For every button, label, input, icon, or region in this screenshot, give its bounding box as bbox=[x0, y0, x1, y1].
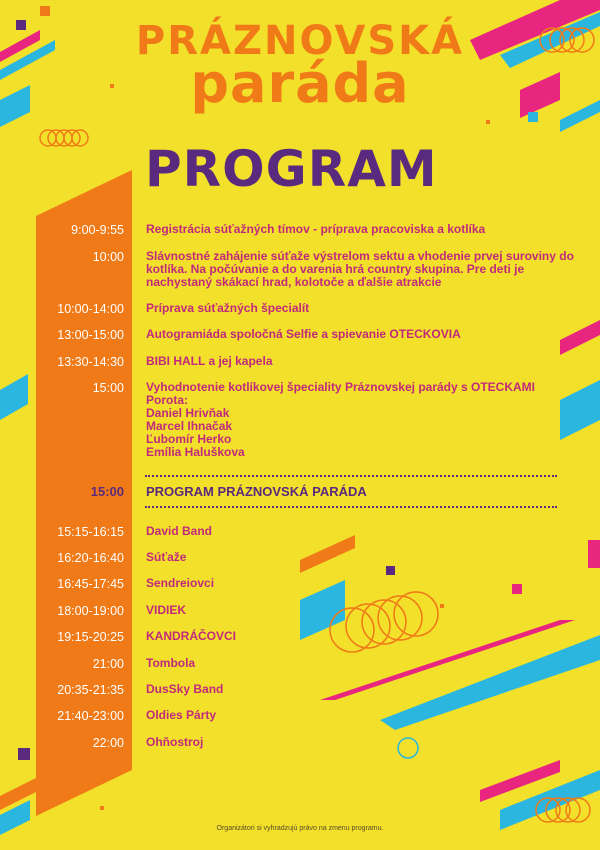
schedule-activity: Ohňostroj bbox=[146, 735, 204, 749]
program-heading: PROGRAM bbox=[145, 140, 438, 198]
schedule-activity: David Band bbox=[146, 524, 213, 538]
subheading-time: 15:00 bbox=[90, 484, 124, 499]
schedule-activity: Sendreiovci bbox=[146, 576, 215, 590]
dotted-divider bbox=[145, 506, 557, 508]
pink-bar-shape bbox=[588, 540, 600, 568]
dotted-divider bbox=[145, 475, 557, 477]
schedule-time: 20:35-21:35 bbox=[57, 683, 124, 697]
orange-rings-shape bbox=[330, 592, 438, 652]
schedule-time: 10:00 bbox=[92, 250, 124, 264]
schedule-time: 21:40-23:00 bbox=[57, 709, 124, 723]
schedule-time: 22:00 bbox=[92, 736, 124, 750]
schedule-time: 15:15-16:15 bbox=[57, 525, 124, 539]
schedule-time: 21:00 bbox=[92, 657, 124, 671]
festival-title-line1: PRÁZNOVSKÁ bbox=[135, 18, 465, 64]
schedule-time: 13:30-14:30 bbox=[57, 355, 124, 369]
schedule-activity: BIBI HALL a jej kapela bbox=[146, 354, 273, 368]
schedule-activity: Príprava súťažných špecialít bbox=[146, 301, 310, 315]
festival-title-line2: paráda bbox=[190, 52, 410, 115]
schedule-time: 16:20-16:40 bbox=[57, 551, 124, 565]
schedule-activity: Oldies Párty bbox=[146, 708, 217, 722]
schedule-activity: Slávnostné zahájenie súťaže výstrelom sektu a vhodenie prvej suroviny do kotlíka. Na počúvanie a do varenia hrá country skupina. Pre deti je nachystaný skákací hrad, kolotoče a ďalšie atrakcie bbox=[146, 249, 574, 289]
jury-member: Daniel Hrivňak bbox=[146, 406, 230, 420]
purple-square-shape bbox=[18, 748, 30, 760]
schedule-activity: Súťaže bbox=[146, 550, 187, 564]
purple-square-shape bbox=[386, 566, 395, 575]
schedule-time: 15:00 bbox=[92, 381, 124, 395]
schedule-activity: Autogramiáda spoločná Selfie a spievanie OTECKOVIA bbox=[146, 327, 461, 341]
schedule-activity: KANDRÁČOVCI bbox=[146, 629, 236, 643]
schedule-activity: Tombola bbox=[146, 656, 196, 670]
schedule-time: 19:15-20:25 bbox=[57, 630, 124, 644]
jury-member: Marcel Ihnačak bbox=[146, 419, 233, 433]
schedule-time: 10:00-14:00 bbox=[57, 302, 124, 316]
schedule-time: 16:45-17:45 bbox=[57, 577, 124, 591]
orange-square-shape bbox=[40, 6, 50, 16]
jury-label: Porota: bbox=[146, 393, 188, 407]
schedule-activity: VIDIEK bbox=[146, 603, 187, 617]
schedule-activity: Vyhodnotenie kotlíkovej špeciality Práznovskej parády s OTECKAMI bbox=[146, 380, 536, 394]
cyan-stripe-shape bbox=[0, 374, 28, 420]
schedule-activity: DusSky Band bbox=[146, 682, 224, 696]
schedule-time: 13:00-15:00 bbox=[57, 328, 124, 342]
footer-note: Organizátori si vyhradzujú právo na zmenu programu. bbox=[216, 825, 384, 832]
orange-rings-shape bbox=[40, 130, 88, 146]
subheading-title: PROGRAM PRÁZNOVSKÁ PARÁDA bbox=[146, 484, 367, 499]
orange-stripe-shape bbox=[0, 776, 40, 810]
schedule-activity: Registrácia súťažných tímov - príprava pracoviska a kotlíka bbox=[146, 222, 486, 236]
schedule-time: 18:00-19:00 bbox=[57, 604, 124, 618]
jury-member: Emília Haluškova bbox=[146, 445, 245, 459]
jury-member: Ľubomír Herko bbox=[146, 432, 232, 446]
schedule-time: 9:00-9:55 bbox=[71, 223, 124, 237]
